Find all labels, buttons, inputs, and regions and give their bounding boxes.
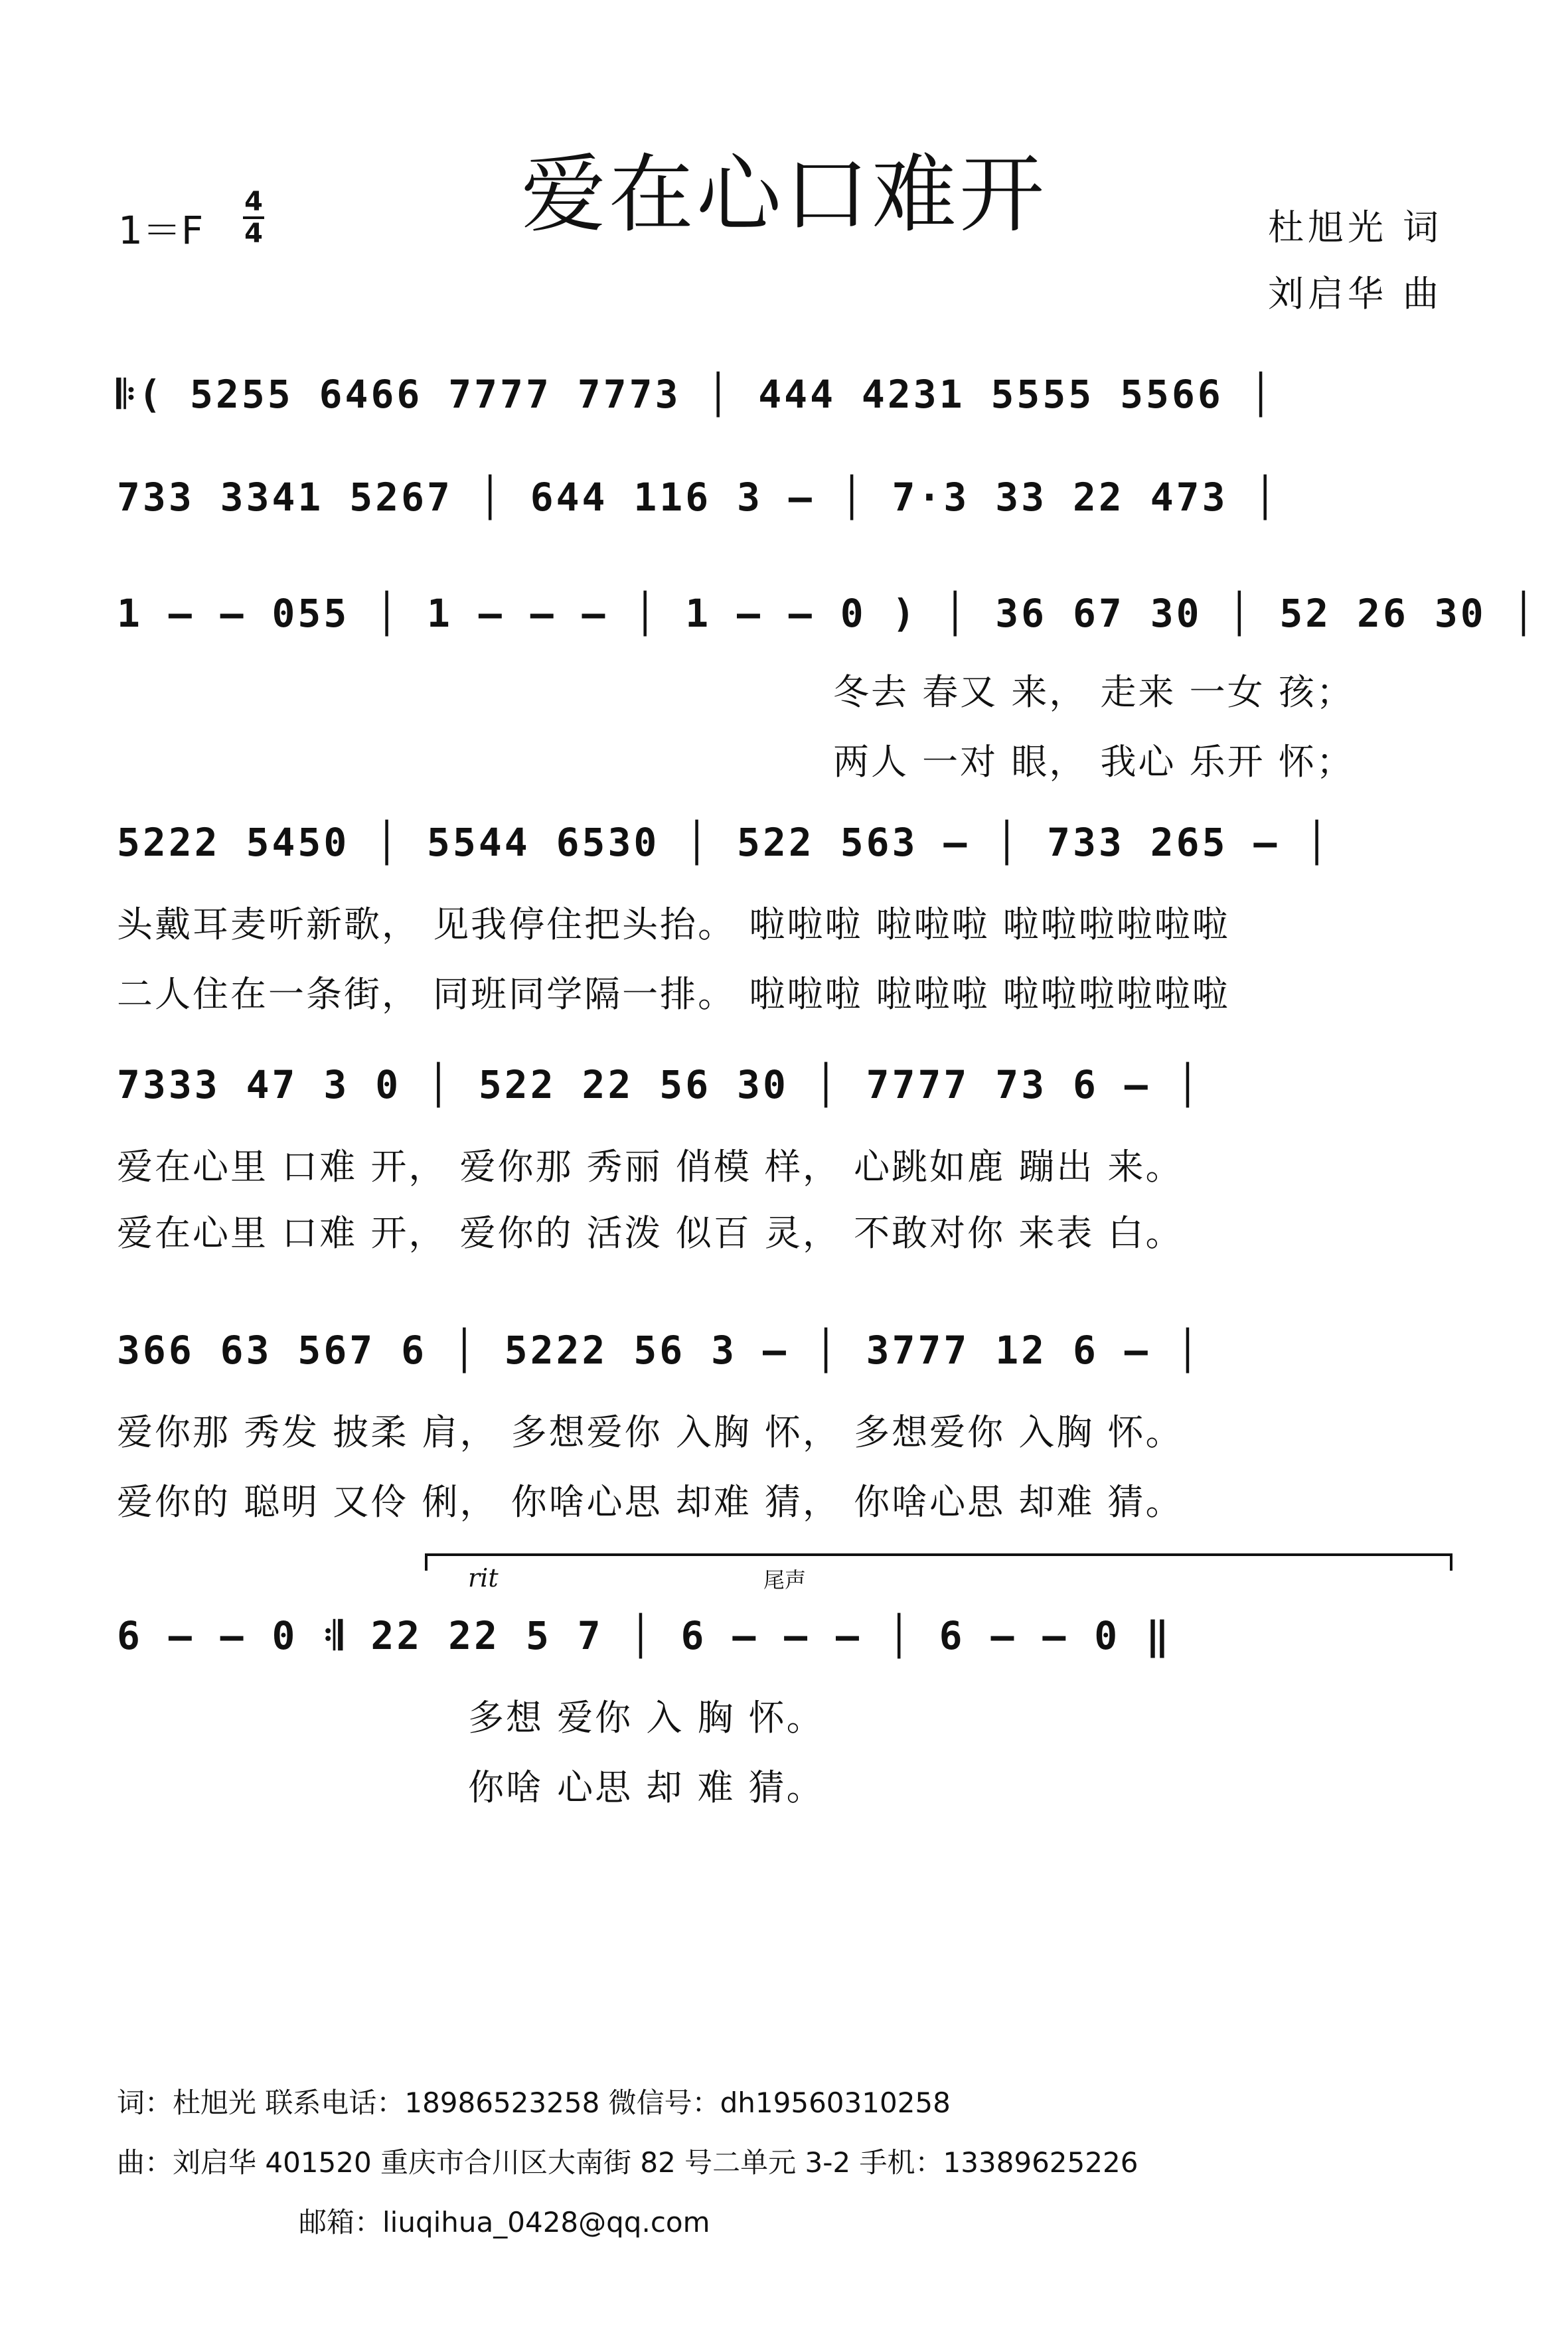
lyric-line: 你啥 心思 却 难 猜。: [468, 1766, 824, 1808]
notation-row-7: 6 – – 0 𝄇 22 22 5 7 │ 6 – – – │ 6 – – 0 ‖: [117, 1613, 1172, 1658]
time-signature: [240, 187, 267, 248]
key-signature: 1＝F: [118, 208, 204, 253]
ending-bracket: [425, 1553, 1452, 1571]
lyricist-credit: 杜旭光 词: [1268, 206, 1443, 248]
notation-row-4: 5222 5450 │ 5544 6530 │ 522 563 – │ 733 265 – │: [117, 820, 1332, 865]
lyric-line: 冬去 春又 来， 走来 一女 孩；: [833, 671, 1354, 713]
footer-composer-contact: 曲：刘启华 401520 重庆市合川区大南街 82 号二单元 3-2 手机：13389625226: [117, 2146, 1138, 2179]
composer-credit: 刘启华 曲: [1268, 273, 1443, 315]
lyric-line: 头戴耳麦听新歌， 见我停住把头抬。 啦啦啦 啦啦啦 啦啦啦啦啦啦: [117, 903, 1230, 945]
page-title: 爱在心口难开: [520, 145, 1047, 244]
lyric-line: 两人 一对 眼， 我心 乐开 怀；: [833, 741, 1354, 783]
lyric-line: 爱你那 秀发 披柔 肩， 多想爱你 入胸 怀， 多想爱你 入胸 怀。: [117, 1411, 1184, 1453]
time-signature-top: 4: [244, 187, 263, 217]
notation-row-1: 𝄆( 5255 6466 7777 7773 │ 444 4231 5555 5566 │: [117, 372, 1275, 417]
footer-lyricist-contact: 词：杜旭光 联系电话：18986523258 微信号：dh19560310258: [117, 2086, 951, 2119]
lyric-line: 二人住在一条街， 同班同学隔一排。 啦啦啦 啦啦啦 啦啦啦啦啦啦: [117, 973, 1230, 1015]
notation-row-6: 366 63 567 6 │ 5222 56 3 – │ 3777 12 6 – │: [117, 1328, 1202, 1373]
notation-row-2: 733 3341 5267 │ 644 116 3 – │ 7·3 33 22 473 │: [117, 475, 1280, 520]
lyric-line: 爱在心里 口难 开， 爱你那 秀丽 俏模 样， 心跳如鹿 蹦出 来。: [117, 1146, 1184, 1188]
rit-marking: rit: [468, 1563, 499, 1593]
lyric-line: 爱你的 聪明 又伶 俐， 你啥心思 却难 猜， 你啥心思 却难 猜。: [117, 1481, 1184, 1523]
notation-row-3: 1 – – 055 │ 1 – – – │ 1 – – 0 ) │ 36 67 30 │ 52 26 30 │: [117, 591, 1538, 636]
notation-row-5: 7333 47 3 0 │ 522 22 56 30 │ 7777 73 6 – │: [117, 1062, 1202, 1107]
footer-email: 邮箱：liuqihua_0428@qq.com: [299, 2206, 710, 2238]
coda-marking: 尾声: [763, 1567, 807, 1593]
time-signature-bottom: 4: [244, 218, 263, 249]
lyric-line: 多想 爱你 入 胸 怀。: [468, 1697, 824, 1739]
lyric-line: 爱在心里 口难 开， 爱你的 活泼 似百 灵， 不敢对你 来表 白。: [117, 1212, 1184, 1254]
